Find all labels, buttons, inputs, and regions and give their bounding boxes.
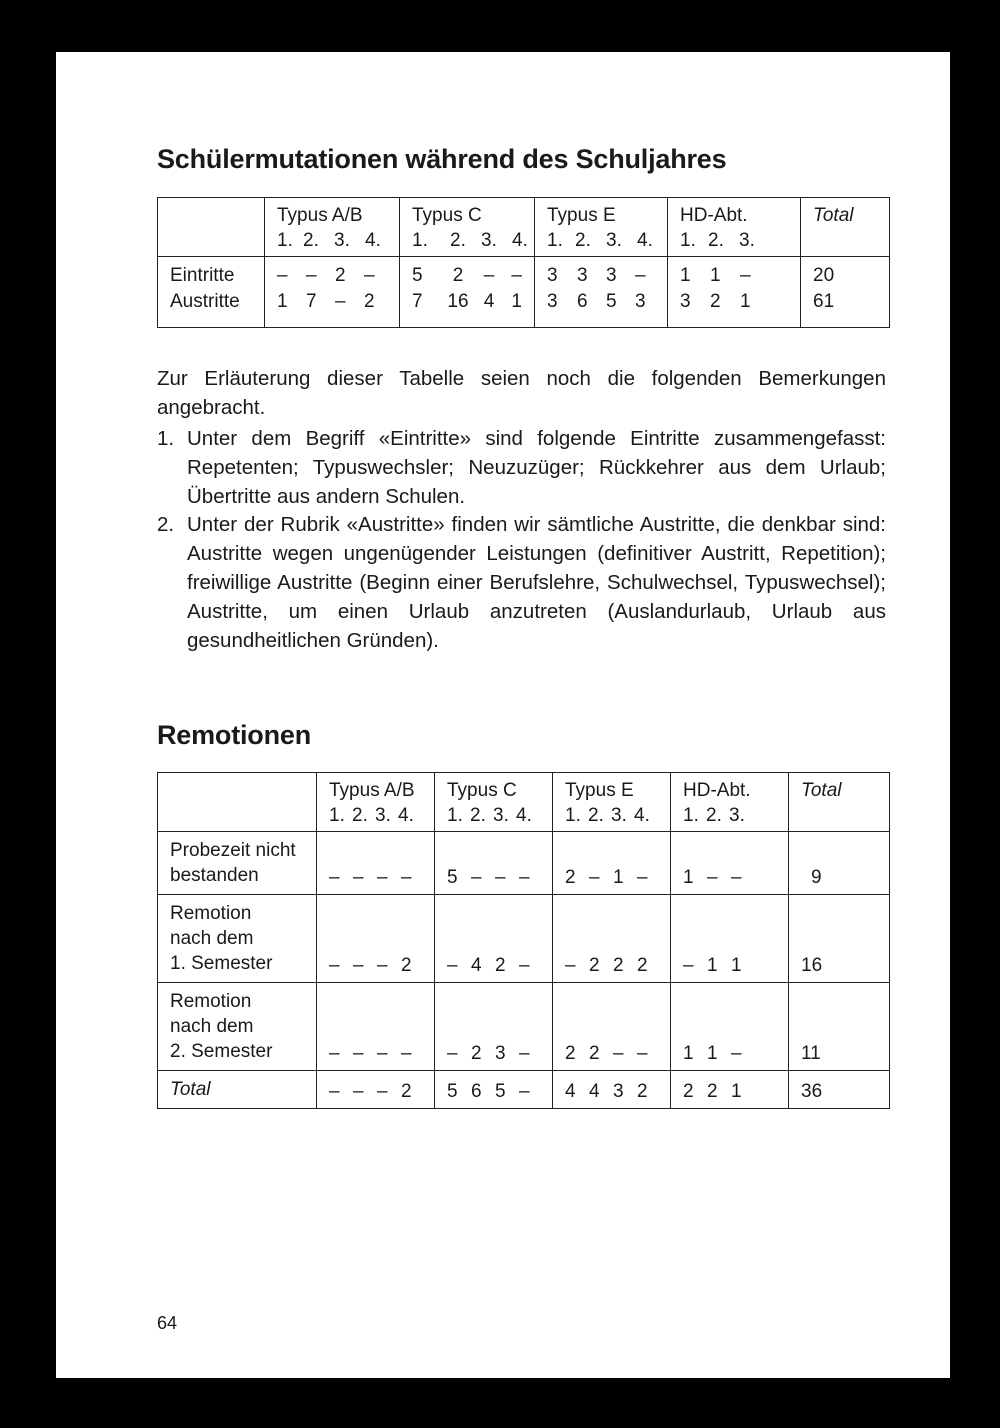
col-group-header: HD-Abt. 1. 2. 3. [668,198,801,257]
table-row: Total – – – 2 5 6 5 – 4 4 3 2 2 2 1 36 [158,1071,890,1109]
list-item: 2. Unter der Rubrik «Austritte» finden wir sämtliche Austritte, die denkbar sind: Austritte wegen ungenügender Leistungen (definitiver Austritt, Repetition); freiwillige Austritte (Beginn einer Berufslehre, Schulwechsel, Typuswechsel); Austritte, um einen Urlaub anzutreten (Auslandurlaub, Urlaub aus gesundheitlichen Gründen). [157,513,886,652]
page-number: 64 [157,1313,178,1333]
col-group-header: Typus C 1. 2. 3. 4. [400,198,535,257]
corner-cell [158,198,265,257]
remotionen-table [157,772,890,1109]
section-heading-mutations: Schülermutationen während des Schuljahres [157,144,727,174]
intro-paragraph: Zur Erläuterung dieser Tabelle seien noch die folgenden Bemerkungen angebracht. [157,367,886,419]
row-label-eintritte: Eintritte [170,265,235,286]
table-row: Probezeit nicht bestanden – – – – 5 – – – 2 – 1 – 1 – – 9 [158,832,890,895]
document-page [56,52,950,1378]
list-item: 1. Unter dem Begriff «Eintritte» sind folgende Eintritte zusammengefasst: Repetenten; Typuswechsler; Neuzuzüger; Rückkehrer aus dem Urlaub; Übertritte aus andern Schulen. [157,427,886,508]
section-heading-remotionen: Remotionen [157,720,312,750]
col-group-header: Typus E 1. 2. 3. 4. [553,773,671,832]
col-group-header: Typus A/B 1. 2. 3. 4. [265,198,400,257]
corner-cell [158,773,317,832]
col-group-header: Typus E 1. 2. 3. 4. [535,198,668,257]
values-c: 5 2 – – 7 16 4 1 [400,257,535,328]
table-row: Remotion nach dem 2. Semester – – – – – 2 3 – 2 2 – – 1 1 – 11 [158,983,890,1071]
row-labels [158,257,265,328]
values-ab: – – 2 – 1 7 – 2 [265,257,400,328]
col-group-header: HD-Abt. 1. 2. 3. [671,773,789,832]
col-group-header: Typus A/B 1. 2. 3. 4. [317,773,435,832]
values-hd: 1 1 – 3 2 1 [668,257,801,328]
total-header: Total [801,198,890,257]
table-row: Remotion nach dem 1. Semester – – – 2 – 4 2 – – 2 2 2 – 1 1 16 [158,895,890,983]
col-group-header: Typus C 1. 2. 3. 4. [435,773,553,832]
values-total: 20 61 [801,257,890,328]
total-header: Total [789,773,890,832]
values-e: 3 3 3 – 3 6 5 3 [535,257,668,328]
row-label-austritte: Austritte [170,291,240,312]
mutations-table [157,197,890,328]
